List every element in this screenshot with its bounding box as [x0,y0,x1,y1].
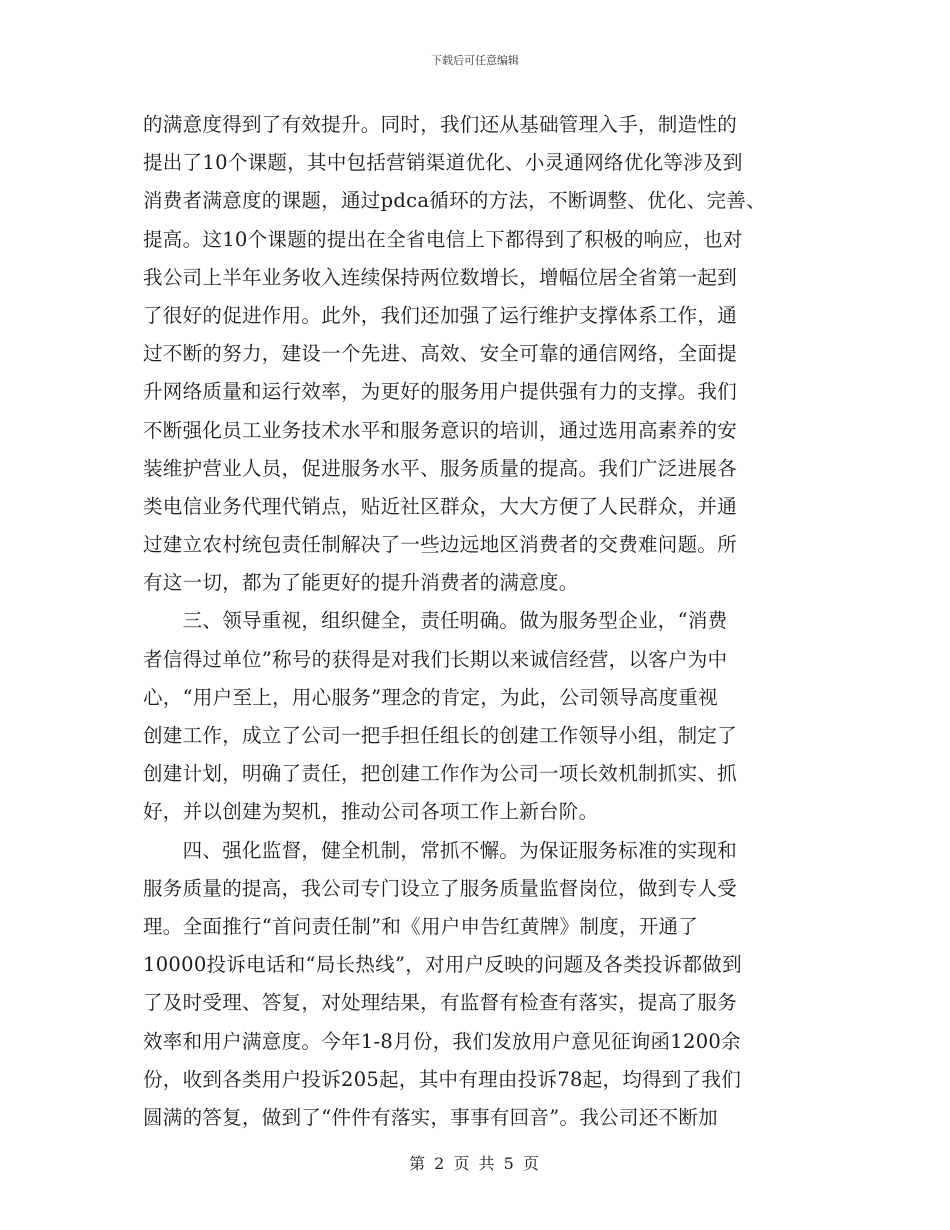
body-line: 理。全面推行“首问责任制”和《用户申告红黄牌》制度，开通了 [143,914,699,938]
body-line: 了很好的促进作用。此外，我们还加强了运行维护支撑体系工作，通 [143,303,738,327]
page-number-footer: 第 2 页 共 5 页 [409,1154,541,1173]
body-line: 的满意度得到了有效提升。同时，我们还从基础管理入手，制造性的 [143,113,738,136]
body-line: 提出了10个课题，其中包括营销渠道优化、小灵通网络优化等涉及到 [143,151,743,175]
page-header: 下载后可任意编辑 [431,54,519,67]
body-line: 提高。这10个课题的提出在全省电信上下都得到了积极的响应，也对 [143,227,743,251]
body-line: 过建立农村统包责任制解决了一些边远地区消费者的交费难问题。所 [143,533,738,557]
body-line: 四、强化监督，健全机制，常抓不懈。为保证服务标准的实现和 [143,838,738,862]
body-line: 圆满的答复，做到了“件件有落实，事事有回音”。我公司还不断加 [143,1105,718,1129]
body-line: 者信得过单位”称号的获得是对我们长期以来诚信经营，以客户为中 [143,647,728,671]
body-line: 不断强化员工业务技术水平和服务意识的培训，通过选用高素养的安 [143,418,738,442]
body-line: 效率和用户满意度。今年1-8月份，我们发放用户意见征询函1200余 [143,1029,741,1053]
body-line: 创建工作，成立了公司一把手担任组长的创建工作领导小组，制定了 [143,724,738,747]
body-line: 服务质量的提高，我公司专门设立了服务质量监督岗位，做到专人受 [143,876,738,900]
body-line: 类电信业务代理代销点，贴近社区群众，大大方便了人民群众，并通 [143,494,738,518]
body-line: 三、领导重视，组织健全，责任明确。做为服务型企业，“消费 [143,609,728,633]
body-line: 好，并以创建为契机，推动公司各项工作上新台阶。 [143,800,599,824]
body-line: 升网络质量和运行效率，为更好的服务用户提供强有力的支撑。我们 [143,380,738,404]
body-line: 了及时受理、答复，对处理结果，有监督有检查有落实，提高了服务 [143,991,738,1015]
body-line: 过不断的努力，建设一个先进、高效、安全可靠的通信网络，全面提 [143,342,738,366]
body-line: 创建计划，明确了责任，把创建工作作为公司一项长效机制抓实、抓 [143,762,738,786]
body-line: 装维护营业人员，促进服务水平、服务质量的提高。我们广泛进展各 [143,456,738,480]
body-line: 我公司上半年业务收入连续保持两位数增长，增幅位居全省第一起到 [143,265,738,289]
body-line: 消费者满意度的课题，通过pdca循环的方法，不断调整、优化、完善、 [143,189,766,213]
body-line: 10000投诉电话和“局长热线”，对用户反映的问题及各类投诉都做到 [143,953,742,977]
body-line: 份，收到各类用户投诉205起，其中有理由投诉78起，均得到了我们 [143,1067,742,1091]
body-line: 有这一切，都为了能更好的提升消费者的满意度。 [143,571,579,595]
document-body [143,106,815,1137]
body-line: 心，“用户至上，用心服务”理念的肯定，为此，公司领导高度重视 [143,685,718,709]
